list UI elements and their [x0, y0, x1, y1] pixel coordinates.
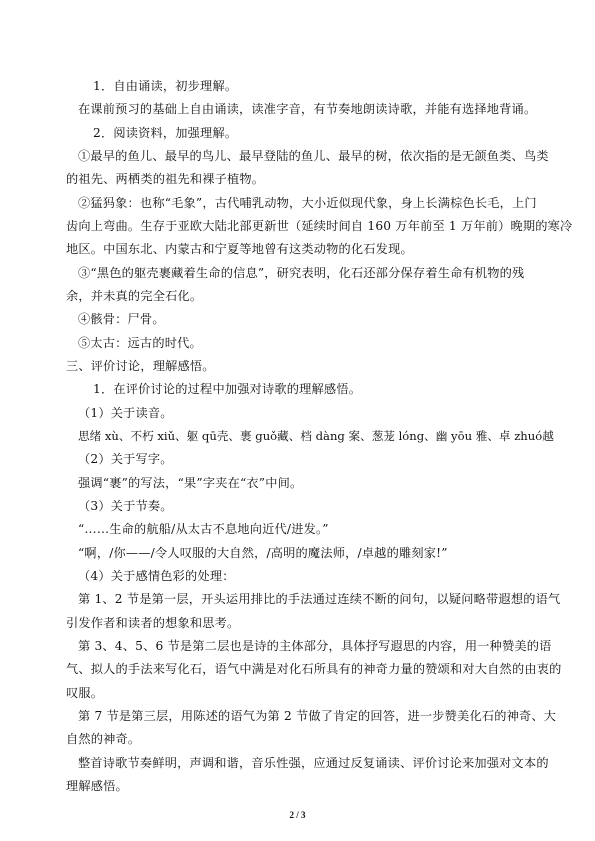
text-line: 自然的神奇。 — [66, 732, 141, 746]
text-line: 第 3、4、5、6 节是第二层也是诗的主体部分，具体抒写遐思的内容，用一种赞美的语 — [78, 639, 552, 653]
text-line: 气、拟人的手法来写化石，语气中满是对化石所具有的神奇力量的赞颂和对大自然的由衷的 — [66, 662, 562, 676]
text-line: 1．自由诵读，初步理解。 — [93, 79, 238, 93]
text-line: ③“黑色的躯壳裹藏着生命的信息”，研究表明，化石还部分保存着生命有机物的残 — [78, 266, 525, 280]
text-line: 思绪 xù、不朽 xiǔ、躯 qū壳、裹 guǒ藏、档 dàng 案、葱茏 lóng、幽 yōu 雅、卓 zhuó越 — [78, 429, 554, 443]
text-line: （2）关于写字。 — [78, 452, 173, 466]
text-line: （4）关于感情色彩的处理： — [78, 569, 235, 583]
text-line: 2．阅读资料，加强理解。 — [93, 126, 238, 140]
text-line: ④骸骨：尸骨。 — [78, 312, 165, 326]
text-line: 地区。中国东北、内蒙古和宁夏等地曾有这类动物的化石发现。 — [66, 242, 413, 256]
text-line: 齿向上弯曲。生存于亚欧大陆北部更新世（延续时间自 160 万年前至 1 万年前）晚期的寒冷 — [66, 219, 573, 233]
text-line: ①最早的鱼儿、最早的鸟儿、最早登陆的鱼儿、最早的树，依次指的是无颌鱼类、鸟类 — [78, 149, 549, 163]
text-line: 在课前预习的基础上自由诵读，读准字音，有节奏地朗读诗歌，并能有选择地背诵。 — [78, 102, 537, 116]
text-line: 引发作者和读者的想象和思考。 — [66, 616, 240, 630]
text-line: （3）关于节奏。 — [78, 499, 173, 513]
text-line: 强调“裹”的写法，“果”字夹在“衣”中间。 — [78, 476, 303, 490]
text-line: ②猛犸象：也称“毛象”，古代哺乳动物，大小近似现代象，身上长满棕色长毛，上门 — [78, 196, 537, 210]
text-line: 第 7 节是第三层，用陈述的语气为第 2 节做了肯定的回答，进一步赞美化石的神奇、大 — [78, 709, 557, 723]
text-line: 理解感悟。 — [66, 779, 128, 793]
text-line: 的祖先、两栖类的祖先和裸子植物。 — [66, 172, 265, 186]
text-line: （1）关于读音。 — [78, 406, 173, 420]
text-line: 第 1、2 节是第一层，开头运用排比的手法通过连续不断的问句，以疑问略带遐想的语气 — [78, 592, 561, 606]
text-line: “啊，/你——/令人叹服的大自然，/高明的魔法师，/卓越的雕刻家!” — [78, 546, 448, 560]
section-heading: 三、评价讨论，理解感悟。 — [66, 359, 215, 373]
text-line: ⑤太古：远古的时代。 — [78, 336, 202, 350]
text-line: 1．在评价讨论的过程中加强对诗歌的理解感悟。 — [93, 382, 362, 396]
text-line: 余，并未真的完全石化。 — [66, 289, 203, 303]
page-number: 2 / 3 — [289, 810, 306, 820]
text-line: 叹服。 — [66, 686, 104, 700]
text-line: “……生命的航船/从太古不息地向近代/进发。” — [78, 522, 329, 536]
text-line: 整首诗歌节奏鲜明，声调和谐，音乐性强，应通过反复诵读、评价讨论来加强对文本的 — [78, 756, 549, 770]
